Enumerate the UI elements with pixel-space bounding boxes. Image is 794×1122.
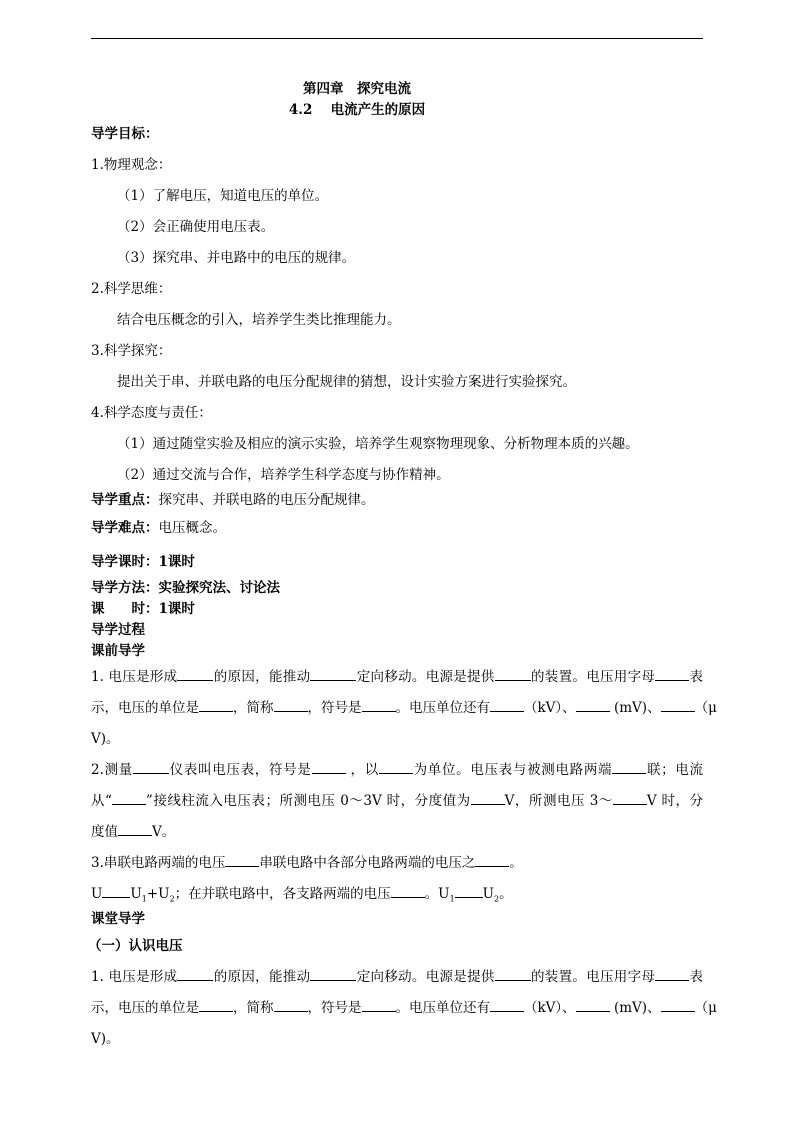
- part1-heading: （一）认识电压: [88, 938, 183, 954]
- goal3-text: 提出关于串、并联电路的电压分配规律的猜想，设计实验方案进行实验探究。: [117, 374, 576, 390]
- fill-blank[interactable]: [379, 761, 413, 774]
- fill-blank[interactable]: [576, 999, 610, 1012]
- fill-blank[interactable]: [177, 668, 213, 681]
- fill-blank[interactable]: [310, 968, 356, 981]
- fill-blank[interactable]: [118, 823, 152, 836]
- r1-line1: 1. 电压是形成 的原因，能推动 定向移动。电源是提供 的装置。电压用字母 表: [91, 969, 704, 985]
- goal1-item3: （3）探究串、并电路中的电压的规律。: [117, 250, 356, 266]
- r1-line2: 示，电压的单位是 ，简称 ，符号是 。电压单位还有 （kV）、 (mV)、 （μ: [91, 1000, 717, 1016]
- key-text: 探究串、并联电路的电压分配规律。: [158, 492, 375, 508]
- goals-heading: 导学目标：: [91, 126, 159, 142]
- fill-blank[interactable]: [576, 699, 610, 712]
- goal4-item1: （1）通过随堂实验及相应的演示实验，培养学生观察物理现象、分析物理本质的兴趣。: [117, 436, 639, 452]
- fill-blank[interactable]: [362, 999, 396, 1012]
- process-heading: 导学过程: [91, 622, 145, 638]
- fill-blank[interactable]: [112, 792, 146, 805]
- q2-line1: 2.测量 仪表叫电压表，符号是 ，以 为单位。电压表与被测电路两端 联；电流: [91, 762, 704, 778]
- goal1-item1: （1）了解电压，知道电压的单位。: [117, 188, 329, 204]
- q3-line2: U $U_1+U_2$；在并联电路中，各支路两端的电压 。$U_1$ $U_2$。: [91, 886, 513, 904]
- goal2-text: 结合电压概念的引入，培养学生类比推理能力。: [117, 312, 401, 328]
- q1-line2: 示，电压的单位是 ，简称 ，符号是 。电压单位还有 （kV）、 (mV)、 （μ: [91, 700, 717, 716]
- method: 导学方法：实验探究法、讨论法: [91, 580, 280, 596]
- fill-blank[interactable]: [133, 761, 169, 774]
- difficulty-point: [91, 519, 703, 537]
- fill-blank[interactable]: [471, 792, 505, 805]
- goal4-title: 4.科学态度与责任：: [91, 405, 212, 421]
- pre-class-heading: 课前导学: [91, 643, 145, 659]
- fill-blank[interactable]: [177, 968, 213, 981]
- key-label: 导学重点：: [91, 492, 159, 508]
- fill-blank[interactable]: [612, 761, 646, 774]
- q1-line3: V)。: [91, 731, 120, 747]
- fill-blank[interactable]: [490, 999, 524, 1012]
- fill-blank[interactable]: [495, 968, 531, 981]
- fill-blank[interactable]: [362, 699, 396, 712]
- goal1-item2: （2）会正确使用电压表。: [117, 219, 275, 235]
- goal2-title: 2.科学思维：: [91, 281, 172, 297]
- in-class-heading: 课堂导学: [91, 911, 145, 927]
- q2-line3: 度值 V。: [91, 824, 176, 840]
- fill-blank[interactable]: [274, 699, 308, 712]
- difficulty-text: 电压概念。: [158, 520, 226, 536]
- goal1-title: 1.物理观念：: [91, 157, 172, 173]
- key-point: [91, 491, 703, 509]
- q2-line2: 从“ ”接线柱流入电压表；所测电压 0～3V 时，分度值为 V，所测电压 3～ V 时，分: [91, 793, 703, 809]
- fill-blank[interactable]: [455, 885, 483, 898]
- fill-blank[interactable]: [613, 792, 647, 805]
- fill-blank[interactable]: [199, 699, 233, 712]
- r1-line3: V)。: [91, 1031, 120, 1047]
- fill-blank[interactable]: [391, 885, 425, 898]
- q3-line1: 3.串联电路两端的电压 串联电路中各部分电路两端的电压之 。: [91, 855, 523, 871]
- fill-blank[interactable]: [310, 668, 356, 681]
- fill-blank[interactable]: [490, 699, 524, 712]
- fill-blank[interactable]: [102, 885, 130, 898]
- fill-blank[interactable]: [199, 999, 233, 1012]
- fill-blank[interactable]: [475, 854, 509, 867]
- fill-blank[interactable]: [312, 761, 346, 774]
- header-rule: [91, 38, 703, 39]
- fill-blank[interactable]: [661, 999, 695, 1012]
- goal4-item2: （2）通过交流与合作，培养学生科学态度与协作精神。: [117, 467, 450, 483]
- fill-blank[interactable]: [495, 668, 531, 681]
- fill-blank[interactable]: [274, 999, 308, 1012]
- q1-line1: 1. 电压是形成 的原因，能推动 定向移动。电源是提供 的装置。电压用字母 表: [91, 669, 704, 685]
- chapter-title: 第四章 探究电流: [303, 81, 411, 97]
- fill-blank[interactable]: [655, 968, 689, 981]
- fill-blank[interactable]: [661, 699, 695, 712]
- section-title: 4.2 电流产生的原因: [288, 102, 426, 118]
- fill-blank[interactable]: [655, 668, 689, 681]
- fill-blank[interactable]: [225, 854, 259, 867]
- hours: 课 时：1课时: [91, 601, 195, 617]
- goal3-title: 3.科学探究：: [91, 343, 172, 359]
- class-hours: 导学课时：1课时: [91, 554, 195, 570]
- difficulty-label: 导学难点：: [91, 520, 159, 536]
